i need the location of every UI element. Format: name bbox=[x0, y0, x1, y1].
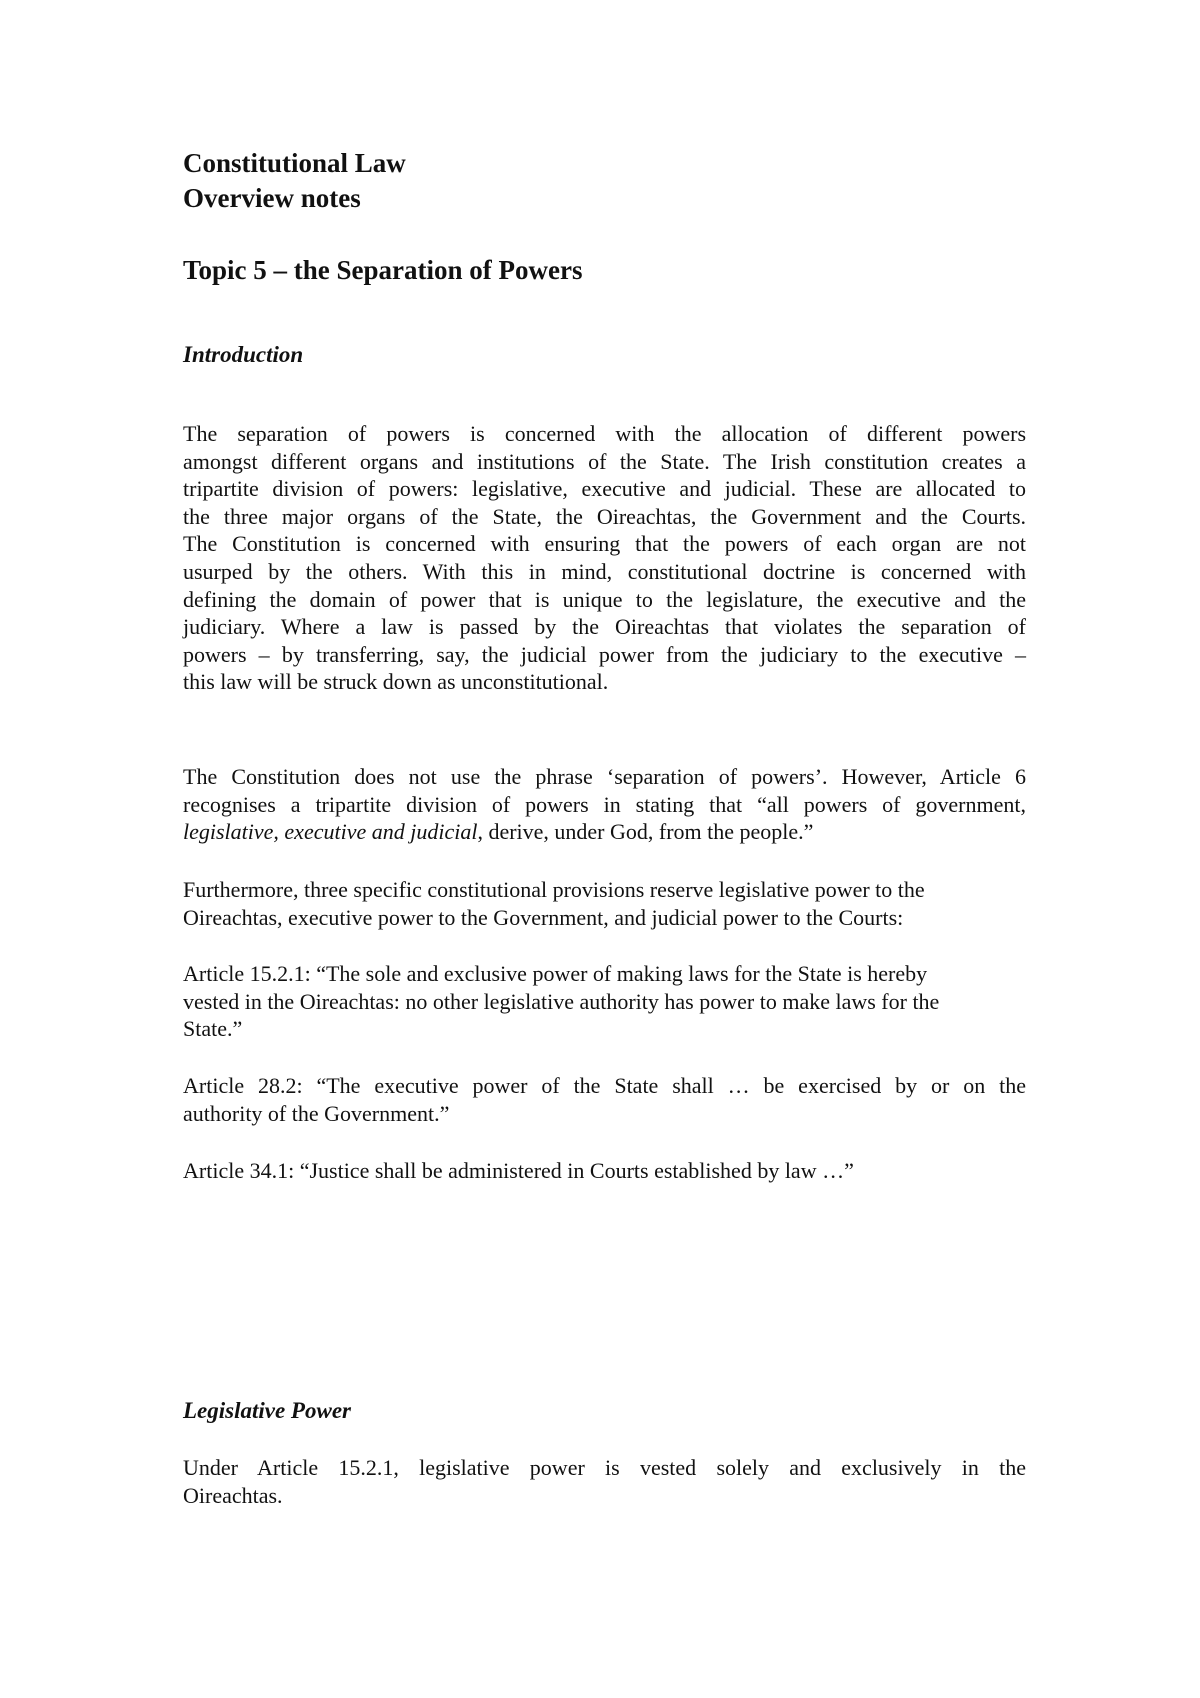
text-fragment: , derive, under God, from the people.” bbox=[477, 819, 814, 845]
text-line: recognises a tripartite division of powers in stating that “all powers of government, bbox=[183, 791, 1026, 817]
text-line: The Constitution does not use the phrase ‘separation of powers’. However, Article 6 bbox=[183, 764, 1026, 789]
text-line: judiciary. Where a law is passed by the Oireachtas that violates the separation of bbox=[183, 614, 1026, 640]
text-line: Article 28.2: “The executive power of the State shall … be exercised by or on the bbox=[183, 1073, 1026, 1098]
text-line: usurped by the others. With this in mind, constitutional doctrine is concerned with bbox=[183, 558, 1026, 584]
text-line: Article 15.2.1: “The sole and exclusive power of making laws for the State is hereby bbox=[183, 961, 928, 986]
document-title-block bbox=[183, 146, 1026, 216]
text-line: vested in the Oireachtas: no other legislative authority has power to make laws for the bbox=[183, 988, 940, 1014]
text-line: The Constitution is concerned with ensuring that the powers of each organ are not bbox=[183, 531, 1026, 557]
text-line: The separation of powers is concerned with the allocation of different powers bbox=[183, 421, 1026, 446]
introduction-heading: Introduction bbox=[183, 342, 304, 367]
legislative-power-heading: Legislative Power bbox=[183, 1398, 351, 1423]
text-line: authority of the Government.” bbox=[183, 1100, 450, 1126]
text-line: Furthermore, three specific constitutional provisions reserve legislative power to the bbox=[183, 877, 925, 902]
legislative-power-paragraph-1 bbox=[183, 1454, 1026, 1509]
topic-heading: Topic 5 – the Separation of Powers bbox=[183, 255, 583, 285]
introduction-paragraph-1 bbox=[183, 420, 1026, 696]
text-line: tripartite division of powers: legislative, executive and judicial. These are allocated to bbox=[183, 476, 1026, 502]
article-34-quote bbox=[183, 1157, 1026, 1185]
document-title: Constitutional Law bbox=[183, 148, 406, 178]
text-line: amongst different organs and institutions of the State. The Irish constitution creates a bbox=[183, 448, 1026, 474]
article-15-quote bbox=[183, 960, 1026, 1043]
document-subtitle: Overview notes bbox=[183, 183, 361, 213]
text-line: State.” bbox=[183, 1016, 243, 1042]
text-line bbox=[183, 818, 1026, 846]
introduction-paragraph-2 bbox=[183, 763, 1026, 846]
article-28-quote bbox=[183, 1072, 1026, 1127]
text-line: Oireachtas, executive power to the Government, and judicial power to the Courts: bbox=[183, 904, 904, 930]
italic-phrase: legislative, executive and judicial bbox=[183, 819, 478, 845]
text-line: Under Article 15.2.1, legislative power is vested solely and exclusively in the bbox=[183, 1455, 1026, 1480]
text-line: Oireachtas. bbox=[183, 1482, 283, 1508]
text-line: Article 34.1: “Justice shall be administered in Courts established by law …” bbox=[183, 1158, 854, 1183]
text-line: powers – by transferring, say, the judicial power from the judiciary to the executive – bbox=[183, 641, 1026, 667]
text-line: the three major organs of the State, the Oireachtas, the Government and the Courts. bbox=[183, 503, 1026, 529]
text-line: defining the domain of power that is unique to the legislature, the executive and the bbox=[183, 586, 1026, 612]
introduction-paragraph-3 bbox=[183, 876, 1026, 931]
text-line: this law will be struck down as unconstitutional. bbox=[183, 669, 609, 695]
